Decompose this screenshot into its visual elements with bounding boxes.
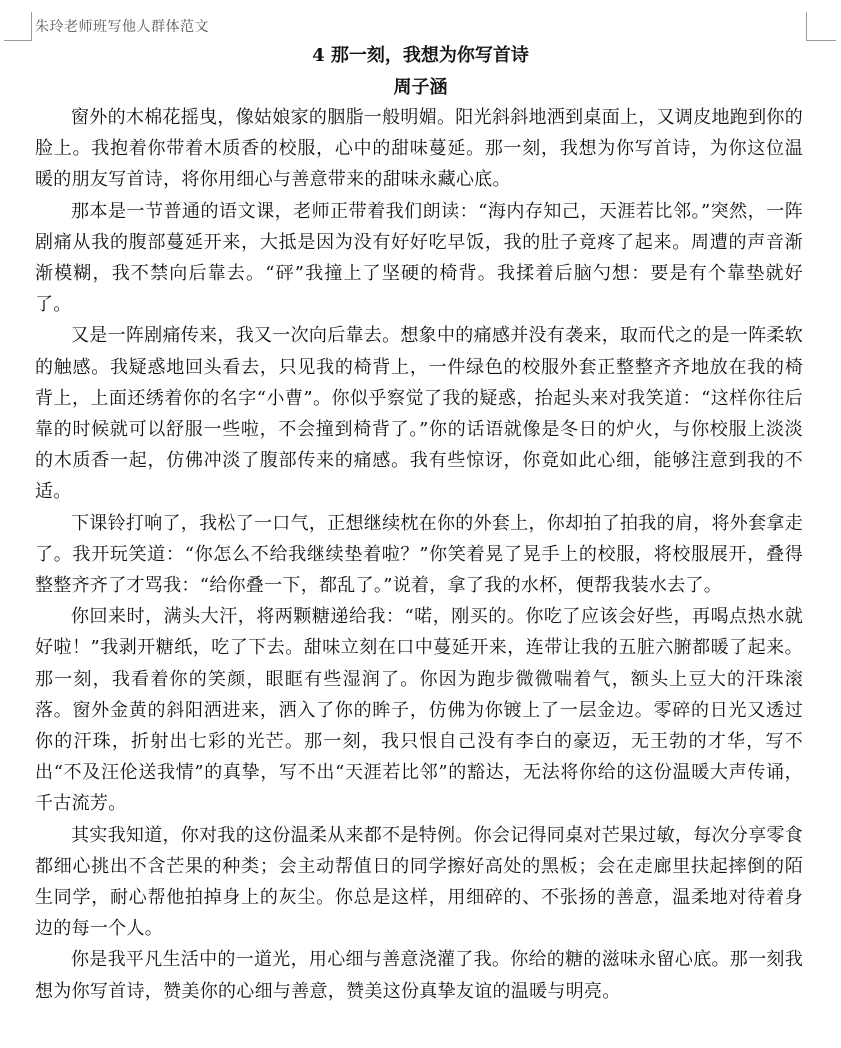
paragraph: 你回来时，满头大汗，将两颗糖递给我：“喏，刚买的。你吃了应该会好些，再喝点热水就好啦！”我剥开糖纸，吃了下去。甜味立刻在口中蔓延开来，连带让我的五脏六腑都暖了起来。那一刻，我看着你的笑颜，眼眶有些湿润了。你因为跑步微微喘着气，额头上豆大的汗珠滚落。窗外金黄的斜阳洒进来，洒入了你的眸子，仿佛为你镀上了一层金边。零碎的日光又透过你的汗珠，折射出七彩的光芒。那一刻，我只恨自己没有李白的豪迈，无王勃的才华，写不出“不及汪伦送我情”的真挚，写不出“天涯若比邻”的豁达，无法将你给的这份温暖大声传诵，千古流芳。	[35, 606, 803, 815]
paragraph: 你是我平凡生活中的一道光，用心细与善意浇灌了我。你给的糖的滋味永留心底。那一刻我想为你写首诗，赞美你的心细与善意，赞美这份真挚友谊的温暖与明亮。	[35, 949, 803, 1002]
crop-mark-top-right-vertical	[806, 12, 808, 41]
essay-body	[35, 102, 803, 1007]
crop-mark-top-left	[4, 40, 32, 42]
paragraph: 下课铃打响了，我松了一口气，正想继续枕在你的外套上，你却拍了拍我的肩，将外套拿走了。我开玩笑道：“你怎么不给我继续垫着啦？”你笑着晃了晃手上的校服，将校服展开，叠得整整齐齐了才骂我：“给你叠一下，都乱了。”说着，拿了我的水杯，便帮我装水去了。	[35, 512, 803, 597]
header-text: 朱玲老师班写他人群体范文	[35, 19, 209, 35]
essay-title: 4 那一刻，我想为你写首诗	[312, 45, 529, 66]
crop-mark-top-right	[806, 40, 836, 42]
paragraph: 那本是一节普通的语文课，老师正带着我们朗读：“海内存知己，天涯若比邻。”突然，一阵剧痛从我的腹部蔓延开来，大抵是因为没有好好吃早饭，我的肚子竟疼了起来。周遭的声音渐渐模糊，我不禁向后靠去。“砰”我撞上了坚硬的椅背。我揉着后脑勺想：要是有个靠垫就好了。	[35, 200, 803, 316]
crop-mark-top-left-vertical	[31, 12, 33, 41]
paragraph: 窗外的木棉花摇曳，像姑娘家的胭脂一般明媚。阳光斜斜地洒到桌面上，又调皮地跑到你的脸上。我抱着你带着木质香的校服，心中的甜味蔓延。那一刻，我想为你写首诗，为你这位温暖的朋友写首诗，将你用细心与善意带来的甜味永藏心底。	[35, 107, 803, 191]
paragraph: 又是一阵剧痛传来，我又一次向后靠去。想象中的痛感并没有袭来，取而代之的是一阵柔软的触感。我疑惑地回头看去，只见我的椅背上，一件绿色的校服外套正整整齐齐地放在我的椅背上，上面还绣着你的名字“小曹”。你似乎察觉了我的疑惑，抬起头来对我笑道：“这样你往后靠的时候就可以舒服一些啦，不会撞到椅背了。”你的话语就像是冬日的炉火，与你校服上淡淡的木质香一起，仿佛冲淡了腹部传来的痛感。我有些惊讶，你竟如此心细，能够注意到我的不适。	[35, 325, 803, 503]
paragraph: 其实我知道，你对我的这份温柔从来都不是特例。你会记得同桌对芒果过敏，每次分享零食都细心挑出不含芒果的种类；会主动帮值日的同学擦好高处的黑板；会在走廊里扶起摔倒的陌生同学，耐心帮他拍掉身上的灰尘。你总是这样，用细碎的、不张扬的善意，温柔地对待着身边的每一个人。	[35, 824, 803, 940]
essay-author: 周子涵	[393, 77, 448, 98]
